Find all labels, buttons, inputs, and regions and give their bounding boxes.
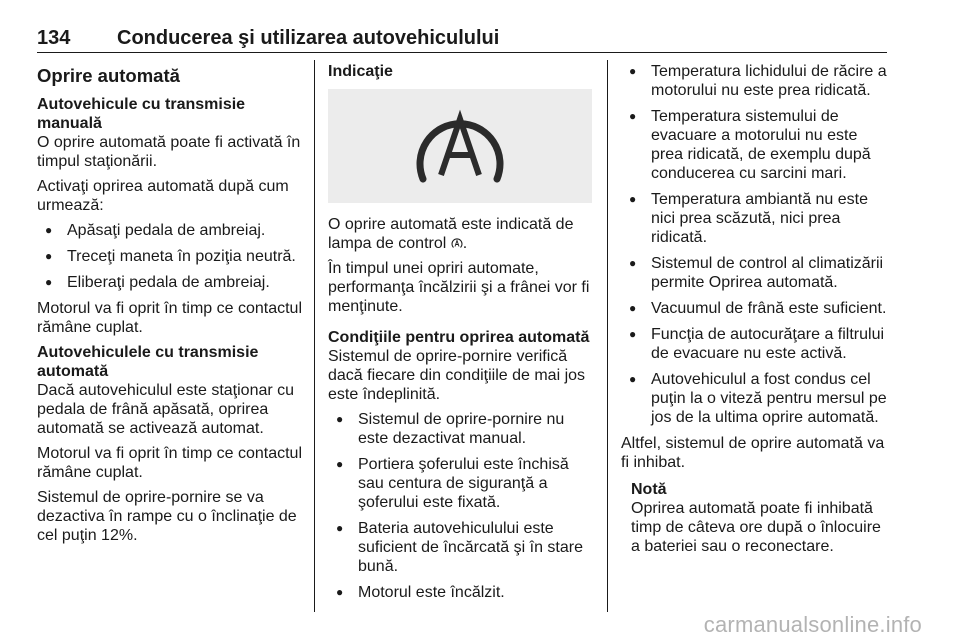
manual-intro: O oprire automată poate fi activată în timpul staţionării. [37,134,301,170]
manual-transmission-title: Autovehicule cu transmisie manuală [37,96,246,132]
note-text: Oprirea automată poate fi inhibată timp de câteva ore după o înlocuire a bateriei sau o reconectare. [631,500,881,555]
note-title: Notă [631,481,667,498]
list-item: ● Motorul este încălzit. [328,583,598,602]
conditions-list-continued [621,62,889,427]
list-item: ● Temperatura ambiantă nu este nici prea scăzută, nici prea ridicată. [621,190,889,247]
page-header [37,0,887,53]
otherwise-text: Altfel, sistemul de oprire automată va fi inhibat. [621,435,885,471]
note-box [631,480,889,556]
chapter-title: Conducerea şi utilizarea autovehiculului [117,27,500,49]
list-item: ● Treceţi maneta în poziţia neutră. [37,247,302,266]
watermark: carmanualsonline.info [703,612,922,637]
list-item: ● Temperatura sistemului de evacuare a motorului nu este prea ridicată, de exemplu după conducerea cu sarcini mari. [621,107,889,183]
autostop-icon [395,101,525,191]
column-left [37,62,302,551]
list-item: ● Sistemul de oprire-pornire nu este dezactivat manual. [328,410,598,448]
indicator-title: Indicaţie [328,63,393,80]
automatic-result: Motorul va fi oprit în timp ce contactul rămâne cuplat. [37,445,302,481]
autostop-icon [451,237,463,249]
autostop-figure [328,89,592,203]
automatic-transmission-title: Autovehiculele cu transmisie automată [37,344,259,380]
list-item: ● Sistemul de control al climatizării permite Oprirea automată. [621,254,889,292]
list-item: ● Temperatura lichidului de răcire a motorului nu este prea ridicată. [621,62,889,100]
during-autostop-text: În timpul unei opriri automate, performanţa încălzirii şi a frânei vor fi menţinute. [328,260,590,315]
list-item: ● Portiera şoferului este închisă sau centura de siguranţă a şoferului este fixată. [328,455,598,512]
page-number: 134 [37,27,71,49]
column-divider [607,60,608,612]
manual-steps-list [37,221,302,292]
column-divider [314,60,315,612]
column-middle [328,62,598,609]
column-right [621,62,889,562]
manual-result: Motorul va fi oprit în timp ce contactul rămâne cuplat. [37,300,302,336]
automatic-intro: Dacă autovehiculul este staţionar cu pedala de frână apăsată, oprirea automată se activează automat. [37,382,295,437]
list-item: ● Autovehiculul a fost condus cel puţin la o viteză pentru mersul pe jos de la ultima oprire automată. [621,370,889,427]
section-title: Oprire automată [37,65,180,86]
indicator-text-after: . [462,235,468,252]
list-item: ● Vacuumul de frână este suficient. [621,299,889,318]
indicator-text [328,215,598,253]
list-item: ● Apăsaţi pedala de ambreiaj. [37,221,302,240]
conditions-title: Condiţiile pentru oprirea automată [328,329,590,346]
list-item: ● Bateria autovehiculului este suficient de încărcată şi în stare bună. [328,519,598,576]
indicator-text-before: O oprire automată este indicată de lampa de control [328,216,574,252]
manual-activate-text: Activaţi oprirea automată după cum urmează: [37,178,289,214]
conditions-intro: Sistemul de oprire-pornire verifică dacă fiecare din condiţiile de mai jos este îndeplinită. [328,348,586,403]
list-item: ● Funcţia de autocurăţare a filtrului de evacuare nu este activă. [621,325,889,363]
slope-note: Sistemul de oprire-pornire se va dezactiva în rampe cu o înclinaţie de cel puţin 12%. [37,489,297,544]
list-item: ● Eliberaţi pedala de ambreiaj. [37,273,302,292]
conditions-list [328,410,598,602]
